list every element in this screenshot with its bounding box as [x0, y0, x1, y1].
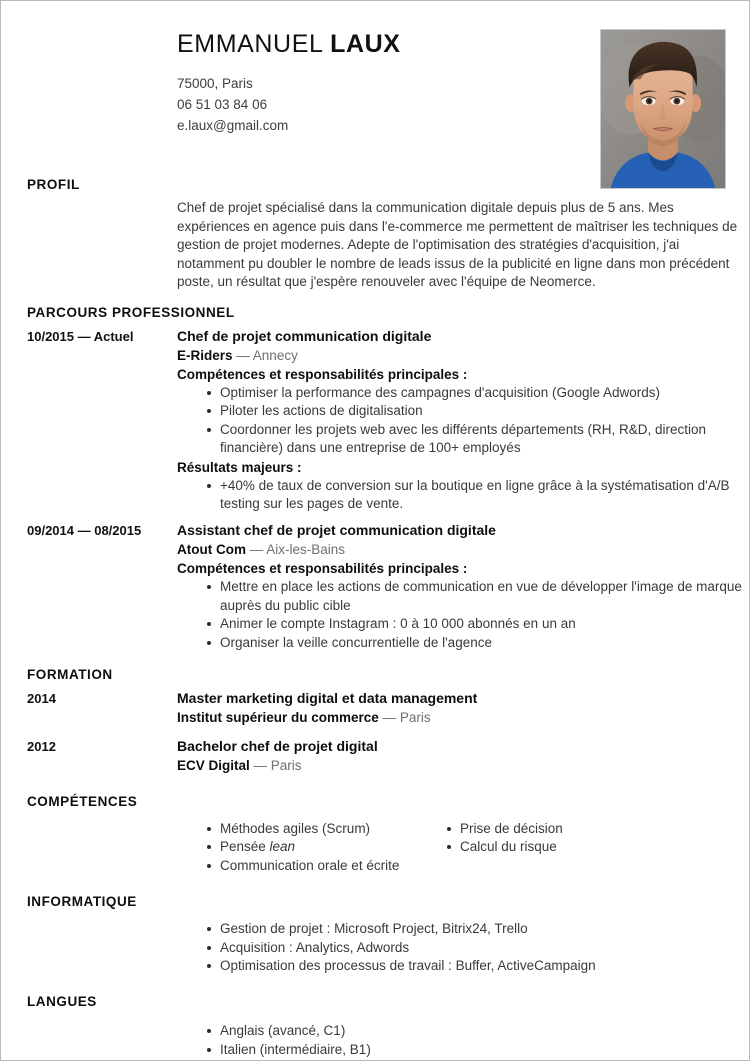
- formation-school-name: Institut supérieur du commerce: [177, 710, 379, 726]
- formation-school: [177, 756, 749, 775]
- profil-body: [177, 199, 749, 292]
- section-title-informatique: INFORMATIQUE: [27, 894, 137, 910]
- experience-responsibilities: [177, 578, 749, 652]
- experience-organisation: [177, 540, 749, 559]
- list-item: Optimiser la performance des campagnes d'acquisition (Google Adwords): [207, 384, 749, 402]
- formation-school-name: ECV Digital: [177, 758, 250, 774]
- competence-text: Méthodes agiles (Scrum): [220, 821, 371, 837]
- langues-body: [177, 1022, 749, 1059]
- competences-columns: [177, 820, 749, 875]
- competence-text: Pensée: [220, 839, 270, 855]
- list-item: [207, 857, 447, 875]
- experience-subheading: Compétences et responsabilités principales :: [177, 366, 468, 382]
- list-item: Piloter les actions de digitalisation: [207, 402, 749, 420]
- list-item: Organiser la veille concurrentielle de l'agence: [207, 634, 749, 652]
- list-item: +40% de taux de conversion sur la boutique en ligne grâce à la systématisation d'A/B testing sur les pages de vente.: [207, 477, 749, 514]
- competences-list-left: [177, 820, 447, 875]
- formation-degree: Bachelor chef de projet digital: [177, 738, 378, 755]
- list-item: [207, 820, 447, 838]
- formation-detail: [177, 737, 749, 775]
- competences-column-right: [447, 820, 749, 875]
- experience-responsibilities: [177, 384, 749, 458]
- experience-results: [177, 477, 749, 514]
- experience-detail: [177, 521, 749, 652]
- langues-list: [177, 1022, 749, 1059]
- experience-subheading: Compétences et responsabilités principales :: [177, 561, 468, 577]
- profil-text: Chef de projet spécialisé dans la communication digitale depuis plus de 5 ans. Mes expériences en agence puis dans l'e-commerce me permettent de maîtriser les techniques de gestion de projet modernes. Adepte de l'optimisation des stratégies d'acquisition, j'ai notamment pu doubler le nombre de leads issus de la publicité en ligne dans mon précédent poste, un résultat que j'espère renouveler avec l'équipe de Neomerce.: [177, 200, 738, 290]
- experience-detail: [177, 327, 749, 513]
- list-item: Gestion de projet : Microsoft Project, Bitrix24, Trello: [207, 920, 749, 938]
- informatique-body: [177, 920, 749, 975]
- section-langues: [1, 993, 749, 1059]
- experience-date: 09/2014 — 08/2015: [27, 523, 142, 539]
- experience-organisation: [177, 346, 749, 365]
- portrait-illustration: [601, 30, 725, 188]
- experience-date: 10/2015 — Actuel: [27, 328, 134, 344]
- formation-entry: [27, 689, 749, 727]
- list-item: Anglais (avancé, C1): [207, 1022, 749, 1040]
- list-item: Optimisation des processus de travail : Buffer, ActiveCampaign: [207, 957, 749, 975]
- formation-entry: [27, 737, 749, 775]
- contact-address: 75000, Paris: [177, 76, 253, 91]
- experience-org-separator: —: [245, 542, 267, 558]
- list-item: [207, 838, 447, 856]
- informatique-list: [177, 920, 749, 975]
- list-item: Acquisition : Analytics, Adwords: [207, 939, 749, 957]
- competence-text: Communication orale et écrite: [220, 857, 400, 873]
- experience-results-subheading: Résultats majeurs :: [177, 459, 302, 475]
- formation-school: [177, 708, 749, 727]
- list-item: [447, 838, 749, 856]
- experience-entry: [27, 327, 749, 513]
- formation-year: 2014: [27, 691, 56, 707]
- list-item: Coordonner les projets web avec les différents départements (RH, R&D, direction financière) dans une entreprise de 100+ employés: [207, 421, 749, 458]
- competence-emphasis: lean: [269, 839, 296, 855]
- experience-org-location: Annecy: [252, 347, 298, 363]
- list-item: Animer le compte Instagram : 0 à 10 000 abonnés en un an: [207, 615, 749, 633]
- section-formation: [1, 666, 749, 775]
- formation-school-separator: —: [378, 710, 400, 726]
- avatar: [600, 29, 726, 189]
- experience-org-separator: —: [232, 347, 253, 363]
- section-informatique: [1, 893, 749, 975]
- contact-email: e.laux@gmail.com: [177, 118, 289, 133]
- formation-detail: [177, 689, 749, 727]
- section-title-experience: PARCOURS PROFESSIONNEL: [27, 304, 235, 320]
- cv-header: [1, 1, 749, 176]
- list-item: Italien (intermédiaire, B1): [207, 1041, 749, 1059]
- competence-text: Calcul du risque: [460, 839, 557, 855]
- experience-role: Assistant chef de projet communication digitale: [177, 522, 496, 539]
- experience-org-name: E-Riders: [177, 347, 233, 363]
- experience-role: Chef de projet communication digitale: [177, 327, 432, 344]
- list-item: [447, 820, 749, 838]
- section-title-formation: FORMATION: [27, 667, 113, 683]
- section-title-profil: PROFIL: [27, 177, 80, 192]
- first-name: EMMANUEL: [177, 30, 323, 58]
- formation-school-location: Paris: [399, 710, 431, 726]
- competences-body: [177, 820, 749, 875]
- formation-school-separator: —: [249, 758, 271, 774]
- list-item: Mettre en place les actions de communication en vue de développer l'image de marque auprès du public cible: [207, 578, 749, 615]
- formation-school-location: Paris: [270, 758, 302, 774]
- last-name: LAUX: [330, 30, 401, 58]
- competences-column-left: [177, 820, 447, 875]
- section-title-langues: LANGUES: [27, 994, 97, 1010]
- competence-text: Prise de décision: [460, 821, 563, 837]
- section-competences: [1, 793, 749, 875]
- experience-org-location: Aix-les-Bains: [266, 542, 346, 558]
- experience-org-name: Atout Com: [177, 542, 246, 558]
- formation-year: 2012: [27, 739, 56, 755]
- contact-phone: 06 51 03 84 06: [177, 97, 268, 112]
- section-title-competences: COMPÉTENCES: [27, 794, 138, 810]
- section-profil: [1, 176, 749, 292]
- competences-list-right: [447, 820, 749, 857]
- section-experience: [1, 304, 749, 652]
- formation-degree: Master marketing digital et data management: [177, 690, 478, 707]
- experience-entry: [27, 521, 749, 652]
